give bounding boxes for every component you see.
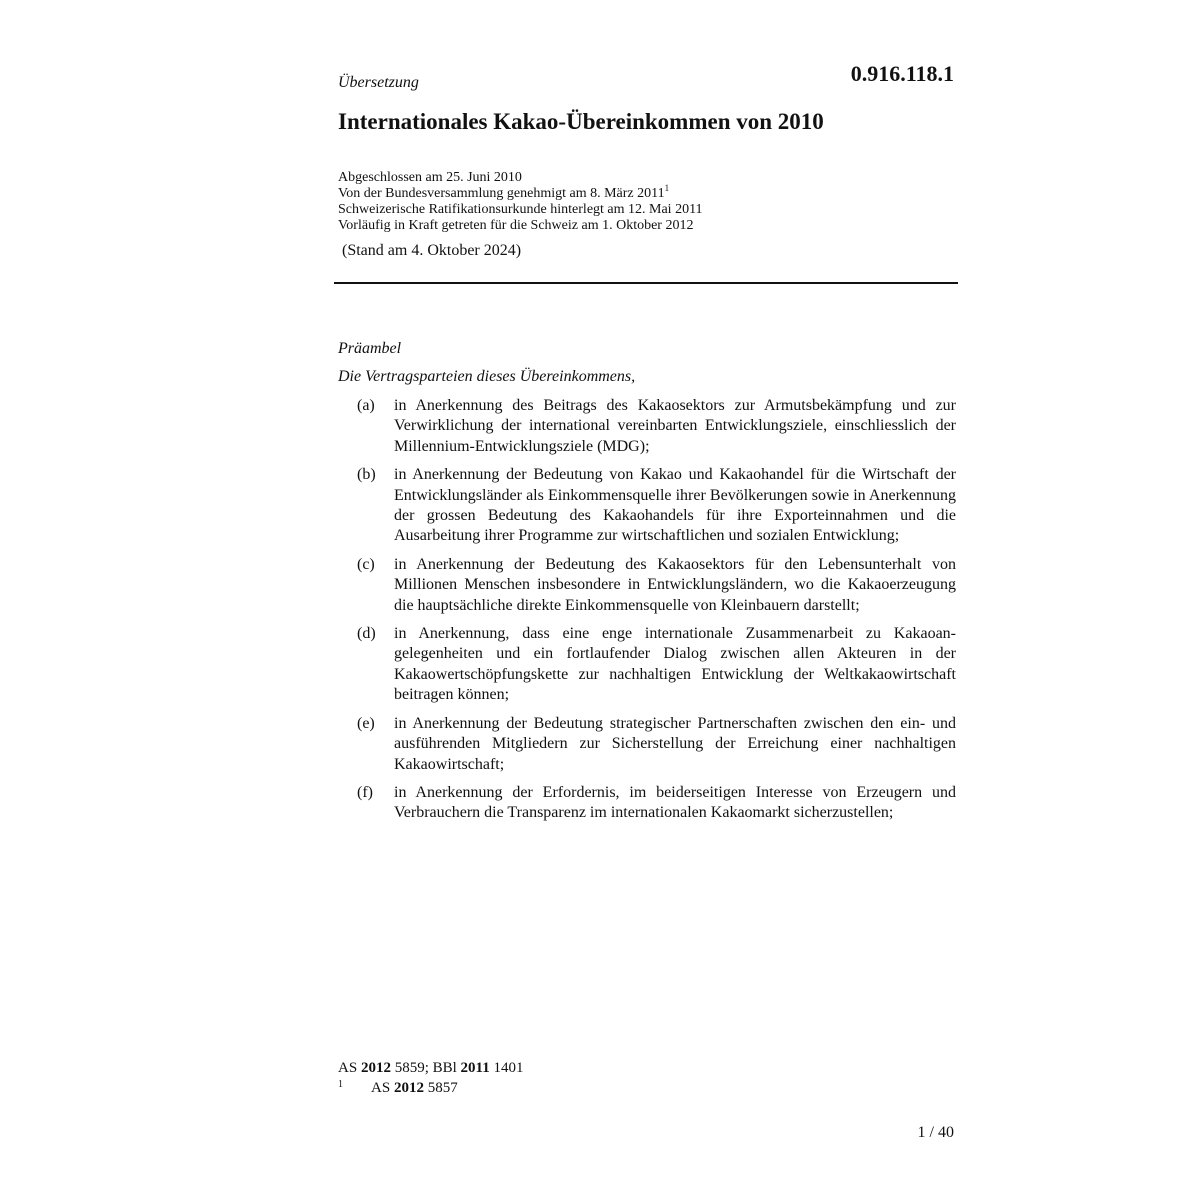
page-number: 1 / 40 bbox=[917, 1124, 954, 1141]
preamble-item-b bbox=[338, 465, 956, 547]
preamble-item-e bbox=[338, 714, 956, 775]
as-prefix: AS bbox=[338, 1060, 358, 1076]
status-date: (Stand am 4. Oktober 2024) bbox=[342, 242, 522, 259]
footnote-text bbox=[371, 1078, 458, 1098]
bbl-page: 1401 bbox=[493, 1060, 524, 1076]
divider bbox=[334, 282, 958, 284]
meta-approved bbox=[338, 183, 703, 202]
item-text: in Anerkennung des Beitrags des Kakaosektors zur Armutsbekämpfung und zur Verwirklichung der international vereinbarten Entwicklungsziele, einschliesslich der Millennium-Entwicklungsziele (MDG); bbox=[394, 397, 956, 455]
document-title: Internationales Kakao-Übereinkommen von 2010 bbox=[338, 109, 824, 134]
item-label: (f) bbox=[357, 783, 373, 801]
preamble-parties: Die Vertragsparteien dieses Übereinkommens, bbox=[338, 368, 636, 385]
preamble-item-d bbox=[338, 624, 956, 706]
preamble-item-a bbox=[338, 396, 956, 457]
item-label: (e) bbox=[357, 714, 375, 732]
footnotes bbox=[338, 1058, 523, 1098]
item-text: in Anerkennung der Bedeutung strategischer Partnerschaften zwischen den ein- und ausführenden Mitgliedern zur Sicherstellung der Erreichung einer nachhaltigen Kakaowirtschaft; bbox=[394, 714, 956, 773]
official-collection-ref bbox=[338, 1058, 523, 1078]
translation-label: Übersetzung bbox=[338, 74, 419, 91]
item-label: (c) bbox=[357, 555, 375, 573]
item-label: (a) bbox=[357, 397, 375, 414]
fn-year: 2012 bbox=[393, 1080, 424, 1096]
as-year: 2012 bbox=[360, 1060, 391, 1076]
item-text: in Anerkennung der Bedeutung des Kakaosektors für den Lebensunterhalt von Millionen Menschen insbesondere in Entwicklungsländern, wo die Kakaoerzeugung die hauptsächliche direkte Einkommensquelle von Kleinbauern darstellt; bbox=[394, 555, 956, 614]
item-label: (d) bbox=[357, 625, 376, 643]
item-text: in Anerkennung, dass eine enge internationale Zusammenarbeit zu Kakaoangelegenheiten und ein fortlaufender Dialog zwischen allen Akteuren in der Kakaowertschöpfungskette zur nachhaltigen Entwicklung der Weltkakaowirtschaft beitragen können; bbox=[394, 625, 956, 704]
footnote-1 bbox=[338, 1078, 523, 1098]
preamble-item-f bbox=[338, 783, 956, 824]
item-label: (b) bbox=[357, 466, 376, 484]
item-text: in Anerkennung der Erfordernis, im beiderseitigen Interesse von Erzeugern und Verbrauchern die Transparenz im internationalen Kakaomarkt sicherzustellen; bbox=[394, 783, 956, 822]
meta-in-force: Vorläufig in Kraft getreten für die Schweiz am 1. Oktober 2012 bbox=[338, 218, 694, 233]
preamble-items bbox=[338, 396, 956, 832]
as-page: 5859; BBl bbox=[394, 1060, 457, 1076]
fn-prefix: AS bbox=[371, 1080, 391, 1096]
meta-ratification: Schweizerische Ratifikationsurkunde hinterlegt am 12. Mai 2011 bbox=[338, 202, 703, 217]
bbl-year: 2011 bbox=[460, 1060, 490, 1076]
meta-concluded: Abgeschlossen am 25. Juni 2010 bbox=[338, 170, 522, 185]
footnote-ref[interactable]: 1 bbox=[664, 183, 670, 193]
preamble-item-c bbox=[338, 555, 956, 616]
meta-block bbox=[338, 170, 703, 234]
fn-page: 5857 bbox=[427, 1080, 458, 1096]
sr-number: 0.916.118.1 bbox=[850, 61, 954, 86]
item-text: in Anerkennung der Bedeutung von Kakao und Kakaohandel für die Wirtschaft der Entwicklungsländer als Einkommensquelle ihrer Bevölkerungen sowie in Anerkennung der grossen Bedeutung des Kakaohandels für ihre Exporteinnahmen und die Ausarbeitung ihrer Programme zur wirtschaftlichen und sozialen Entwicklung; bbox=[394, 466, 956, 545]
preamble-heading: Präambel bbox=[338, 340, 402, 357]
meta-approved-text: Von der Bundesversammlung genehmigt am 8. März 2011 bbox=[338, 186, 665, 201]
footnote-mark: 1 bbox=[338, 1079, 343, 1090]
